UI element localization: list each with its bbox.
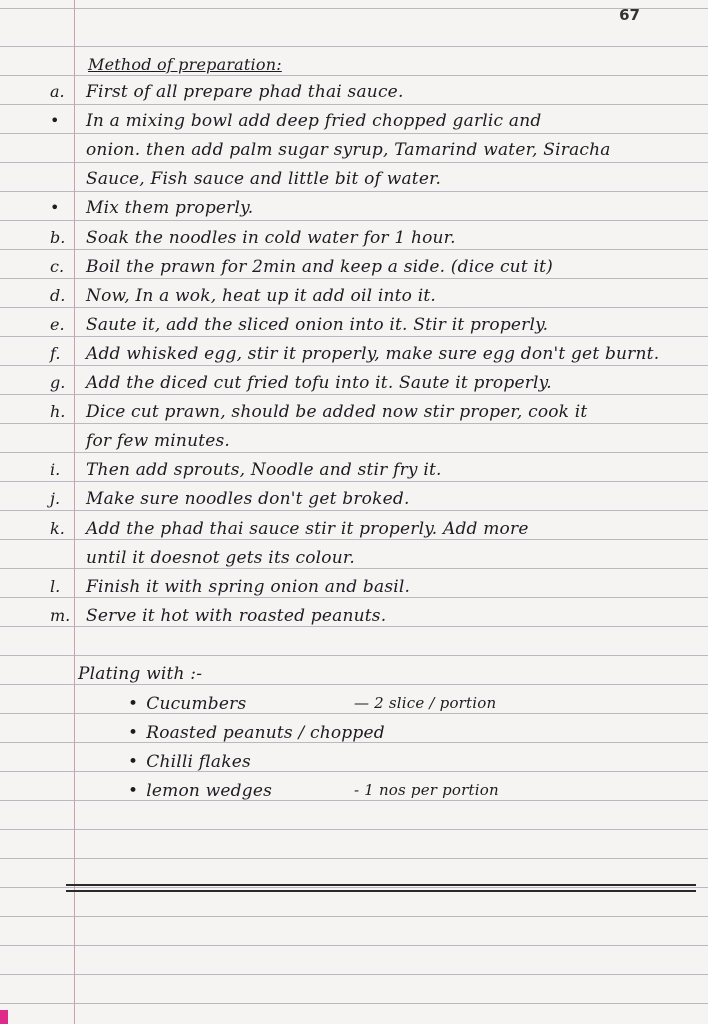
step-marker: c. <box>50 256 65 276</box>
step-marker: d. <box>50 285 66 305</box>
step-text: First of all prepare phad thai sauce. <box>86 82 404 102</box>
step-text: Saute it, add the sliced onion into it. Stir it properly. <box>86 314 549 335</box>
step-marker: m. <box>50 605 71 625</box>
plating-item <box>128 723 385 743</box>
step-text: for few minutes. <box>86 431 231 452</box>
plating-item-name: Cucumbers <box>146 694 247 714</box>
section-heading: Method of preparation: <box>88 55 282 74</box>
step-text: Boil the prawn for 2min and keep a side. (dice cut it) <box>86 256 553 277</box>
step-text: Dice cut prawn, should be added now stir proper, cook it <box>86 402 588 423</box>
bullet-icon: • <box>128 781 139 801</box>
bullet-icon: • <box>128 694 139 714</box>
step-marker: e. <box>50 314 65 334</box>
step-marker: h. <box>50 402 66 422</box>
step-marker: b. <box>50 227 66 247</box>
bullet-icon: • <box>128 723 139 743</box>
plating-item-note: — 2 slice / portion <box>354 694 497 712</box>
bullet-icon: • <box>128 752 139 772</box>
step-text: Add the diced cut fried tofu into it. Saute it properly. <box>86 373 552 393</box>
step-text: Sauce, Fish sauce and little bit of water. <box>86 169 442 190</box>
plating-item <box>128 781 272 801</box>
step-text: Mix them properly. <box>86 198 254 219</box>
page-edge-mark <box>0 1010 8 1024</box>
step-text: In a mixing bowl add deep fried chopped garlic and <box>86 111 542 132</box>
plating-item <box>128 694 246 714</box>
step-marker: a. <box>50 82 65 101</box>
step-marker: i. <box>50 460 61 480</box>
step-text: Make sure noodles don't get broked. <box>86 489 410 510</box>
step-text: onion. then add palm sugar syrup, Tamarind water, Siracha <box>86 140 611 161</box>
plating-section <box>76 662 516 802</box>
step-text: Add the phad thai sauce stir it properly. Add more <box>86 518 529 539</box>
step-marker: • <box>50 198 60 218</box>
double-rule-top <box>66 884 696 886</box>
step-marker: j. <box>50 489 61 509</box>
step-marker: • <box>50 111 60 131</box>
step-marker: k. <box>50 518 65 538</box>
step-marker: g. <box>50 373 66 392</box>
plating-item <box>128 752 251 772</box>
step-text: Serve it hot with roasted peanuts. <box>86 605 387 626</box>
page-number: 67 <box>619 6 640 24</box>
plating-item-name: Roasted peanuts / chopped <box>146 723 385 743</box>
step-marker: f. <box>50 343 61 363</box>
step-text: Then add sprouts, Noodle and stir fry it. <box>86 460 442 481</box>
plating-item-name: lemon wedges <box>146 781 273 801</box>
step-marker: l. <box>50 576 61 596</box>
double-rule-bottom <box>66 890 696 892</box>
plating-title: Plating with :- <box>78 664 203 684</box>
step-text: Finish it with spring onion and basil. <box>86 576 411 597</box>
step-text: Soak the noodles in cold water for 1 hour. <box>86 227 456 248</box>
step-text: until it doesnot gets its colour. <box>86 547 355 568</box>
plating-item-name: Chilli flakes <box>146 752 251 772</box>
plating-item-note: - 1 nos per portion <box>354 781 499 799</box>
step-text: Now, In a wok, heat up it add oil into it. <box>86 285 436 306</box>
step-text: Add whisked egg, stir it properly, make sure egg don't get burnt. <box>86 343 660 364</box>
margin-line <box>74 0 75 1024</box>
